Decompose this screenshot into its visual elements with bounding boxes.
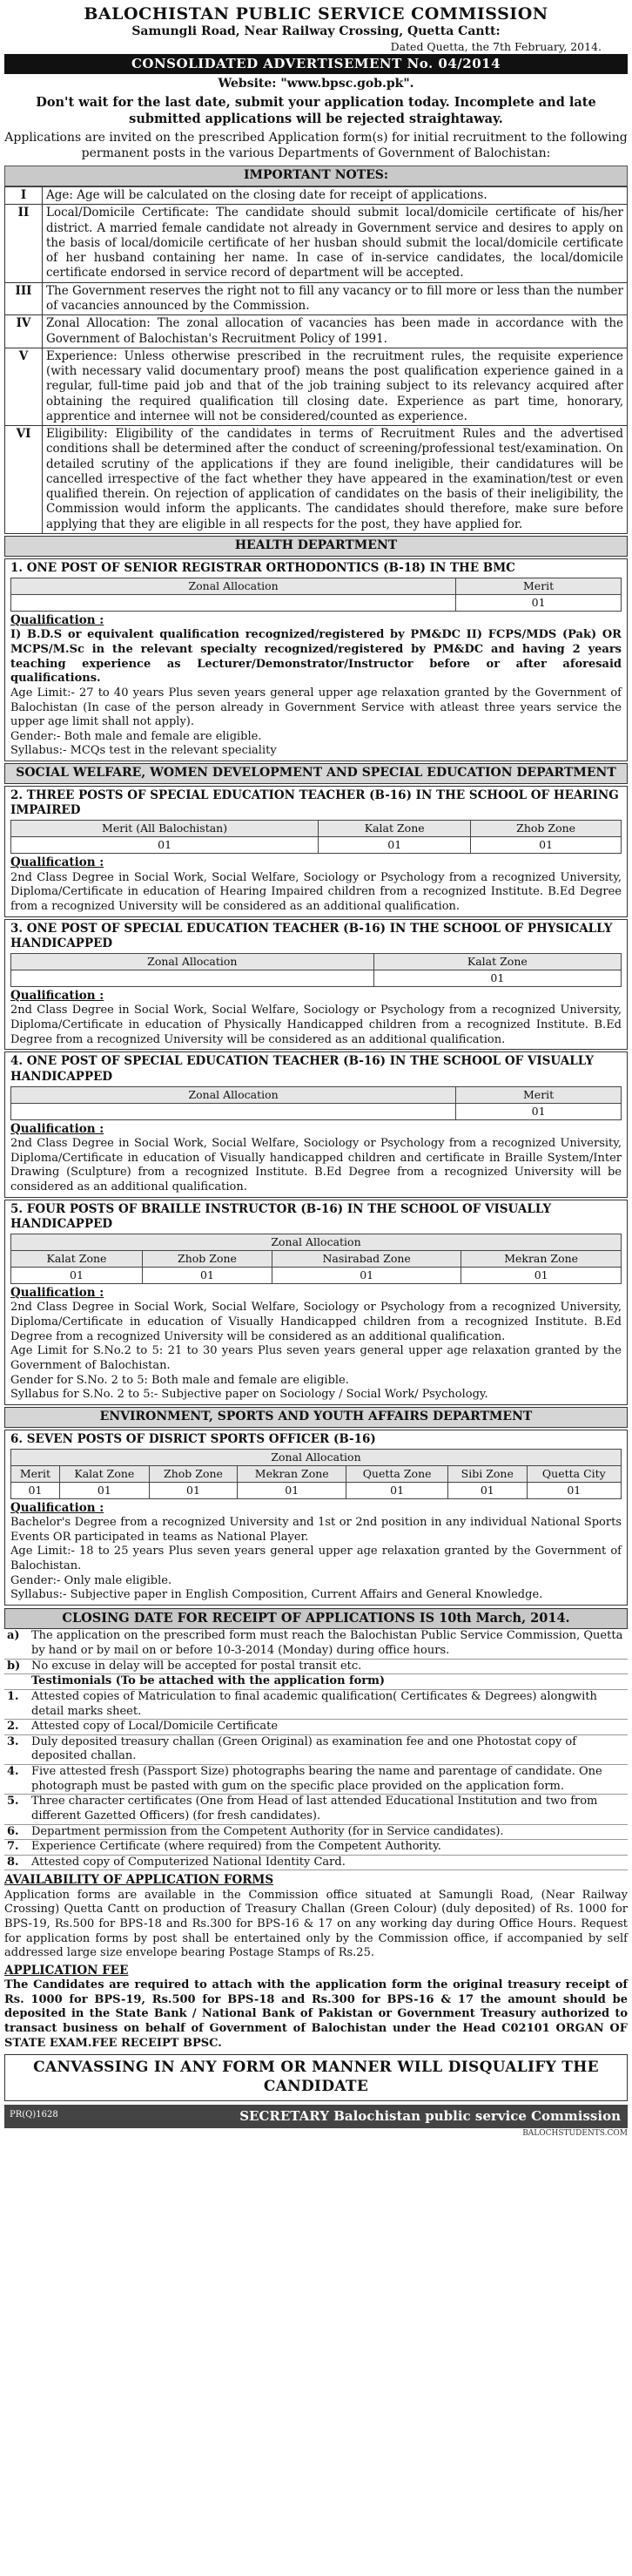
za-header: Merit (All Balochistan): [11, 821, 319, 837]
post-heading: [10, 788, 622, 819]
za-value: 01: [447, 1482, 527, 1498]
post-title: THREE POSTS OF SPECIAL EDUCATION TEACHER (B-16) IN THE SCHOOL OF HEARING IMPAIRED: [10, 788, 619, 818]
post-title: ONE POST OF SENIOR REGISTRAR ORTHODONTICS (B-18) IN THE BMC: [26, 560, 515, 575]
za-value: 01: [149, 1482, 237, 1498]
za-value: 01: [319, 837, 471, 854]
list-marker: 6.: [4, 1824, 29, 1840]
za-header: Merit: [456, 1086, 622, 1103]
availability-text: Application forms are available in the Commission office situated at Samungli Road, (Near Railway Crossing) Quetta Cantt on production of Treasury Challan (Green Colour) (duly deposited) of Rs. 1000 for BPS-19, Rs.500 for BPS-18 and Rs.300 for BPS-16 & 17 on any working day during Office Hours. Request for application forms by post shall be entertained only by the Commission office, if accompanied by self addressed large size envelope bearing Postage Stamps of Rs.25.: [4, 1888, 628, 1960]
za-value: 01: [143, 1268, 272, 1284]
post-number: 5.: [10, 1201, 24, 1216]
social-welfare-department-header: SOCIAL WELFARE, WOMEN DEVELOPMENT AND SPECIAL EDUCATION DEPARTMENT: [4, 763, 628, 784]
list-item: [4, 1689, 628, 1719]
commission-address: Samungli Road, Near Railway Crossing, Quetta Cantt:: [131, 24, 501, 39]
list-text: Department permission from the Competent Authority (for in Service candidates).: [29, 1824, 628, 1840]
list-item: [4, 1629, 628, 1659]
qualification-label: Qualification :: [10, 989, 104, 1004]
intro-paragraph: Applications are invited on the prescribed Application form(s) for initial recruitment to the following permanent posts in the various Departments of Government of Balochistan:: [4, 131, 628, 161]
list-text: Duly deposited treasury challan (Green Original) as examination fee and one Photostat copy of deposited challan.: [29, 1734, 628, 1764]
zonal-allocation-table: [10, 1086, 622, 1120]
post-heading: [10, 561, 622, 576]
list-marker: 7.: [4, 1840, 29, 1856]
note-text: Eligibility: Eligibility of the candidates in terms of Recruitment Rules and the advertised conditions shall be determined after the conduct of screening/professional test/examination. On detailed scrutiny of the applications if they are found ineligible, their candidatures will be cancelled irrespective of the fact whether they have appeared in the examination/test or even qualified therein. On rejection of application of candidates on the basis of their ineligibility, the Commission would inform the applicants. The candidates should therefore, make sure before applying that they are eligible in all respects for the post, they have applied for.: [43, 426, 628, 534]
list-marker: 5.: [4, 1795, 29, 1824]
list-text: Attested copy of Computerized National Identity Card.: [29, 1855, 628, 1870]
list-item: [4, 1674, 628, 1690]
za-value: 01: [373, 970, 621, 987]
za-value: 01: [461, 1268, 622, 1284]
list-text: Attested copies of Matriculation to final academic qualification( Certificates & Degrees) alongwith detail marks sheet.: [29, 1689, 628, 1719]
za-header: Mekran Zone: [461, 1251, 622, 1268]
note-row: [5, 315, 628, 348]
note-row: [5, 205, 628, 282]
dated-line: Dated Quetta, the 7th February, 2014.: [390, 40, 602, 54]
qualification-text: 2nd Class Degree in Social Work, Social Welfare, Sociology or Psychology from a recognized University, Diploma/Certificate in education of Visually handicapped children and certificate in Braille System/Inter Drawing (Sculpture) from a recognized Institute. B.Ed Degree from a recognized University will be considered as an additional qualification.: [10, 1137, 622, 1193]
post-4-block: [4, 1051, 628, 1197]
post-number: 2.: [10, 788, 24, 802]
za-header: Zhob Zone: [149, 1465, 237, 1482]
post-title: ONE POST OF SPECIAL EDUCATION TEACHER (B-16) IN THE SCHOOL OF PHYSICALLY HANDICAPPED: [10, 921, 613, 950]
za-header: Nasirabad Zone: [272, 1251, 461, 1268]
gender: Gender:- Both male and female are eligible.: [10, 729, 262, 743]
post-6-block: [4, 1430, 628, 1606]
za-header: Kalat Zone: [373, 954, 621, 970]
post-title: ONE POST OF SPECIAL EDUCATION TEACHER (B-16) IN THE SCHOOL OF VISUALLY HANDICAPPED: [10, 1054, 594, 1084]
qualification-label: Qualification :: [10, 1121, 104, 1136]
health-department-header: HEALTH DEPARTMENT: [4, 536, 628, 557]
zonal-allocation-table: [10, 953, 622, 987]
zonal-allocation-table: [10, 1234, 622, 1284]
note-text: Experience: Unless otherwise prescribed in the recruitment rules, the requisite experience (with necessary valid documentary proof) means the post qualification experience gained in a regular, full-time paid job and that of the job training subject to its relevancy acquired after obtaining the required qualification till closing date. Experience as part time, honorary, apprentice and internee will not be considered/counted as experience.: [43, 348, 628, 425]
advertisement-number: CONSOLIDATED ADVERTISEMENT No. 04/2014: [4, 54, 628, 74]
za-value: [11, 1103, 456, 1119]
qualification-text: 2nd Class Degree in Social Work, Social Welfare, Sociology or Psychology from a recognized University, Diploma/Certificate in education of Physically Handicapped children from a recognized Institute. B.Ed Degree from a recognized University will be considered as an additional qualification.: [10, 1004, 622, 1046]
list-marker: 1.: [4, 1689, 29, 1719]
website-line: Website: "www.bpsc.gob.pk".: [218, 77, 414, 91]
za-header: Zhob Zone: [143, 1251, 272, 1268]
qualification-text: 2nd Class Degree in Social Work, Social Welfare, Sociology or Psychology from a recognized University, Diploma/Certificate in education of Visually Handicapped children from a recognized Institute. B.Ed Degree from a recognized University will be considered as an additional qualification.: [10, 1301, 622, 1343]
post-1-block: [4, 558, 628, 761]
note-text: Age: Age will be calculated on the closing date for receipt of applications.: [43, 187, 628, 205]
source-site: BALOCHSTUDENTS.COM: [522, 2128, 628, 2138]
za-header: Quetta Zone: [346, 1465, 448, 1482]
list-item: [4, 1795, 628, 1824]
za-header: Zonal Allocation: [11, 954, 374, 970]
za-header: Kalat Zone: [319, 821, 471, 837]
za-value: 01: [456, 595, 622, 612]
post-number: 6.: [10, 1431, 24, 1446]
post-5-block: [4, 1200, 628, 1405]
za-header: Merit: [456, 578, 622, 595]
note-row: [5, 348, 628, 425]
closing-date-header: CLOSING DATE FOR RECEIPT OF APPLICATIONS IS 10th March, 2014.: [4, 1608, 628, 1630]
list-marker: [4, 1674, 29, 1690]
availability-heading: AVAILABILITY OF APPLICATION FORMS: [4, 1873, 274, 1888]
post-3-block: [4, 919, 628, 1051]
testimonials-heading: Testimonials (To be attached with the application form): [29, 1674, 628, 1690]
syllabus: Syllabus:- MCQs test in the relevant speciality: [10, 744, 277, 758]
age-limit: Age Limit for S.No.2 to 5: 21 to 30 years Plus seven years general upper age relaxation granted by the Government of Balochistan.: [10, 1344, 622, 1372]
za-header: Kalat Zone: [11, 1251, 143, 1268]
za-header: Merit: [11, 1465, 60, 1482]
note-number: II: [5, 205, 43, 282]
deadline-warning: Don't wait for the last date, submit your application today. Incomplete and late submitted applications will be rejected straightaway.: [36, 95, 596, 126]
secretary-title: SECRETARY Balochistan public service Commission: [239, 2107, 621, 2124]
qualification-text: I) B.D.S or equivalent qualification recognized/registered by PM&DC II) FCPS/MDS (Pak) OR MCPS/M.Sc in the relevant specialty recognized/registered by PM&DC and having 2 years teaching experience as Lecturer/Demonstrator/Instructor before or after aforesaid qualifications.: [10, 628, 622, 686]
list-marker: 8.: [4, 1855, 29, 1870]
post-title: SEVEN POSTS OF DISRICT SPORTS OFFICER (B-16): [26, 1431, 376, 1446]
qualification-label: Qualification :: [10, 1286, 104, 1301]
list-text: No excuse in delay will be accepted for postal transit etc.: [29, 1659, 628, 1674]
closing-instructions-list: [4, 1629, 628, 1870]
post-number: 1.: [10, 560, 24, 575]
post-heading: [10, 1432, 622, 1447]
za-value: 01: [456, 1103, 622, 1119]
note-row: [5, 187, 628, 205]
commission-title: BALOCHISTAN PUBLIC SERVICE COMMISSION: [84, 4, 548, 24]
list-item: [4, 1659, 628, 1674]
post-number: 3.: [10, 921, 24, 936]
post-title: FOUR POSTS OF BRAILLE INSTRUCTOR (B-16) IN THE SCHOOL OF VISUALLY HANDICAPPED: [10, 1201, 552, 1231]
canvassing-warning: CANVASSING IN ANY FORM OR MANNER WILL DISQUALIFY THE CANDIDATE: [4, 2054, 628, 2101]
za-value: [11, 595, 456, 612]
za-value: 01: [471, 837, 622, 854]
za-header: Zonal Allocation: [11, 1086, 456, 1103]
post-2-block: [4, 786, 628, 917]
list-text: Attested copy of Local/Domicile Certificate: [29, 1720, 628, 1735]
list-item: [4, 1855, 628, 1870]
age-limit: Age Limit:- 27 to 40 years Plus seven years general upper age relaxation granted by the Government of Balochistan (In case of the person already in Government Service with atleast three years service the upper age limit shall not apply).: [10, 686, 622, 729]
post-heading: [10, 1054, 622, 1085]
list-item: [4, 1840, 628, 1856]
za-value: 01: [238, 1482, 346, 1498]
press-release-ref: PR(Q)1628: [10, 2109, 58, 2120]
za-header: Zonal Allocation: [11, 578, 456, 595]
syllabus: Syllabus for S.No. 2 to 5:- Subjective paper on Sociology / Social Work/ Psychology.: [10, 1388, 488, 1402]
note-number: V: [5, 348, 43, 425]
gender: Gender for S.No. 2 to 5: Both male and female are eligible.: [10, 1373, 349, 1387]
za-header: Zhob Zone: [471, 821, 622, 837]
za-title: Zonal Allocation: [11, 1449, 622, 1465]
application-fee-heading: APPLICATION FEE: [4, 1963, 129, 1978]
note-row: [5, 282, 628, 315]
list-text: Five attested fresh (Passport Size) photographs bearing the name and parentage of candidate. One photograph must be pasted with gum on the specific place provided on the application form.: [29, 1765, 628, 1795]
za-value: 01: [11, 1268, 143, 1284]
za-value: 01: [11, 837, 319, 854]
list-item: [4, 1734, 628, 1764]
za-value: 01: [346, 1482, 448, 1498]
list-marker: 2.: [4, 1720, 29, 1735]
za-header: Sibi Zone: [447, 1465, 527, 1482]
za-value: 01: [527, 1482, 621, 1498]
qualification-text: Bachelor's Degree from a recognized University and 1st or 2nd position in any individual National Sports Events OR participated in teams as National Player.: [10, 1516, 622, 1544]
qualification-label: Qualification :: [10, 1500, 104, 1515]
note-number: IV: [5, 315, 43, 348]
gender: Gender:- Only male eligible.: [10, 1573, 172, 1587]
za-value: 01: [11, 1482, 60, 1498]
post-heading: [10, 922, 622, 952]
zonal-allocation-table: [10, 578, 622, 612]
note-text: Zonal Allocation: The zonal allocation of vacancies has been made in accordance with the Government of Balochistan's Recruitment Policy of 1991.: [43, 315, 628, 348]
list-item: [4, 1765, 628, 1795]
post-number: 4.: [10, 1054, 24, 1069]
age-limit: Age Limit:- 18 to 25 years Plus seven years general upper age relaxation granted by the Government of Balochistan.: [10, 1545, 622, 1573]
qualification-text: 2nd Class Degree in Social Work, Social Welfare, Sociology or Psychology from a recognized University, Diploma/Certificate in education of Hearing Impaired children from a recognized Institute. B.Ed Degree from a recognized University will be considered as an additional qualification.: [10, 870, 622, 913]
sports-department-header: ENVIRONMENT, SPORTS AND YOUTH AFFAIRS DEPARTMENT: [4, 1407, 628, 1428]
zonal-allocation-table: [10, 820, 622, 854]
post-heading: [10, 1202, 622, 1233]
list-text: Three character certificates (One from Head of last attended Educational Institution and two from different Gazetted Officers) (for fresh candidates).: [29, 1795, 628, 1824]
list-text: Experience Certificate (where required) from the Competent Authority.: [29, 1840, 628, 1856]
list-item: [4, 1720, 628, 1735]
list-marker: a): [4, 1629, 29, 1659]
important-notes-table: [4, 186, 628, 534]
list-marker: 4.: [4, 1765, 29, 1795]
za-header: Quetta City: [527, 1465, 621, 1482]
note-row: [5, 426, 628, 534]
za-value: 01: [59, 1482, 149, 1498]
za-header: Kalat Zone: [59, 1465, 149, 1482]
list-item: [4, 1824, 628, 1840]
syllabus: Syllabus:- Subjective paper in English Composition, Current Affairs and General Knowledge.: [10, 1588, 543, 1602]
note-number: VI: [5, 426, 43, 534]
list-text: The application on the prescribed form must reach the Balochistan Public Service Commission, Quetta by hand or by mail on or before 10-3-2014 (Monday) during office hours.: [29, 1629, 628, 1659]
application-fee-text: The Candidates are required to attach with the application form the original treasury receipt of Rs. 1000 for BPS-19, Rs.500 for BPS-18 and Rs.300 for BPS-16 & 17 the amount should be deposited in the State Bank / National Bank of Pakistan or Government Treasury authorized to transact business on behalf of Government of Balochistan under the Head C02101 ORGAN OF STATE EXAM.FEE RECEIPT BPSC.: [4, 1978, 628, 2050]
note-number: I: [5, 187, 43, 205]
secretary-signature-bar: [4, 2105, 628, 2128]
list-marker: 3.: [4, 1734, 29, 1764]
note-number: III: [5, 282, 43, 315]
note-text: Local/Domicile Certificate: The candidate should submit local/domicile certificate of his/her district. A married female candidate not already in Government service and desires to apply on the basis of local/domicile certificate of her husban should submit the local/domicile certificate of her husband containing her name. In case of in-service candidates, the local/domicile certificate endorsed in service record of department will be accepted.: [43, 205, 628, 282]
note-text: The Government reserves the right not to fill any vacancy or to fill more or less than the number of vacancies announced by the Commission.: [43, 282, 628, 315]
advertisement-page: [4, 0, 628, 2139]
zonal-allocation-table: [10, 1449, 622, 1499]
za-value: [11, 970, 374, 987]
za-header: Mekran Zone: [238, 1465, 346, 1482]
qualification-label: Qualification :: [10, 613, 104, 628]
list-marker: b): [4, 1659, 29, 1674]
za-title: Zonal Allocation: [11, 1234, 622, 1251]
qualification-label: Qualification :: [10, 855, 104, 870]
important-notes-title: IMPORTANT NOTES:: [4, 166, 628, 186]
za-value: 01: [272, 1268, 461, 1284]
